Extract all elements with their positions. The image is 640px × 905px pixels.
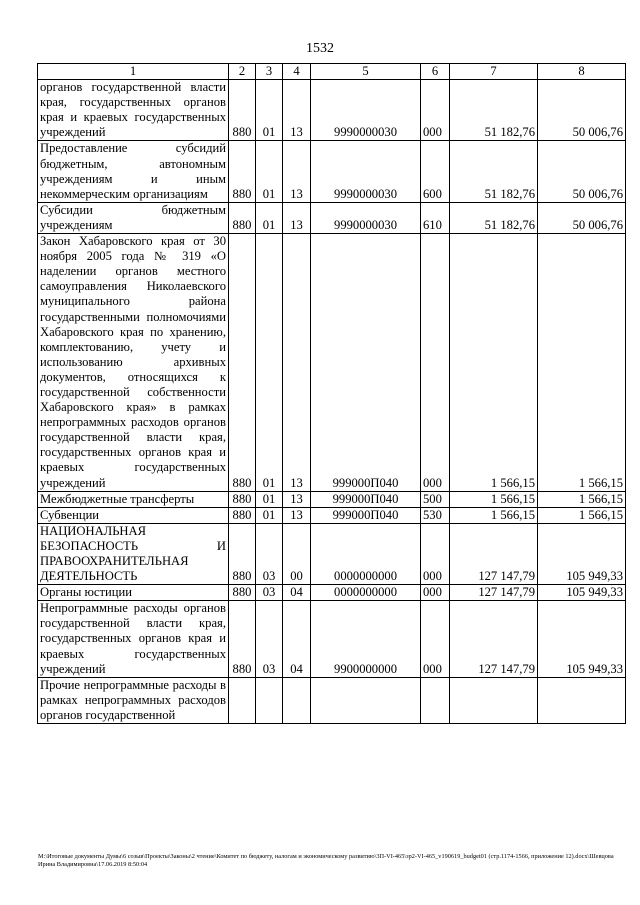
table-row [38, 491, 626, 507]
column-header: 4 [283, 64, 311, 80]
cell-c6: 000 [421, 234, 450, 492]
row-name: Непрограммные расходы органов государственной власти края, государственных органов края и краевых государственных учреждений [38, 601, 229, 677]
cell-c2: 880 [229, 507, 256, 523]
cell-c3: 01 [256, 80, 283, 141]
row-name: Закон Хабаровского края от 30 ноября 2005 года № 319 «О наделении органов местного самоуправления Николаевского муниципального района государственными полномочиями Хабаровского края по хранению, комплектованию, учету и использованию архивных документов, относящихся к государственной собственности Хабаровского края» в рамках непрограммных расходов органов государственной власти края, государственных органов края и краевых государственных учреждений [38, 234, 229, 492]
cell-c8: 105 949,33 [538, 523, 626, 584]
cell-c2: 880 [229, 491, 256, 507]
cell-c5: 0000000000 [311, 523, 421, 584]
row-name: Субсидии бюджетным учреждениям [38, 202, 229, 233]
cell-c2 [229, 677, 256, 723]
cell-c3: 03 [256, 585, 283, 601]
cell-c5: 9900000000 [311, 601, 421, 677]
cell-c2: 880 [229, 523, 256, 584]
cell-c4 [283, 677, 311, 723]
column-header: 2 [229, 64, 256, 80]
cell-c8: 50 006,76 [538, 141, 626, 202]
column-header: 1 [38, 64, 229, 80]
cell-c7: 51 182,76 [450, 202, 538, 233]
cell-c6: 530 [421, 507, 450, 523]
cell-c2: 880 [229, 601, 256, 677]
cell-c4: 13 [283, 507, 311, 523]
cell-c7: 127 147,79 [450, 523, 538, 584]
cell-c7: 127 147,79 [450, 601, 538, 677]
cell-c3: 03 [256, 523, 283, 584]
cell-c5: 9990000030 [311, 141, 421, 202]
table-row [38, 507, 626, 523]
cell-c8: 1 566,15 [538, 234, 626, 492]
cell-c6: 000 [421, 80, 450, 141]
cell-c6: 500 [421, 491, 450, 507]
header-row [38, 64, 626, 80]
cell-c6: 000 [421, 523, 450, 584]
cell-c7: 51 182,76 [450, 141, 538, 202]
column-header: 3 [256, 64, 283, 80]
cell-c7: 1 566,15 [450, 507, 538, 523]
cell-c7: 127 147,79 [450, 585, 538, 601]
cell-c4: 04 [283, 585, 311, 601]
cell-c3: 01 [256, 491, 283, 507]
cell-c3: 01 [256, 234, 283, 492]
cell-c6: 000 [421, 601, 450, 677]
row-name: Предоставление субсидий бюджетным, автономным учреждениям и иным некоммерческим организациям [38, 141, 229, 202]
table-row [38, 80, 626, 141]
row-name: Органы юстиции [38, 585, 229, 601]
cell-c7: 51 182,76 [450, 80, 538, 141]
row-name: НАЦИОНАЛЬНАЯ БЕЗОПАСНОСТЬ И ПРАВООХРАНИТЕЛЬНАЯ ДЕЯТЕЛЬНОСТЬ [38, 523, 229, 584]
cell-c3: 03 [256, 601, 283, 677]
cell-c5: 0000000000 [311, 585, 421, 601]
cell-c2: 880 [229, 80, 256, 141]
cell-c3: 01 [256, 507, 283, 523]
cell-c5: 9990000030 [311, 80, 421, 141]
row-name: Межбюджетные трансферты [38, 491, 229, 507]
cell-c8: 50 006,76 [538, 202, 626, 233]
cell-c2: 880 [229, 202, 256, 233]
column-header: 5 [311, 64, 421, 80]
page-number: 1532 [306, 41, 334, 56]
cell-c7 [450, 677, 538, 723]
cell-c4: 13 [283, 234, 311, 492]
cell-c4: 04 [283, 601, 311, 677]
cell-c8: 1 566,15 [538, 507, 626, 523]
cell-c3: 01 [256, 202, 283, 233]
budget-table [37, 63, 626, 724]
column-header: 8 [538, 64, 626, 80]
cell-c2: 880 [229, 585, 256, 601]
cell-c7: 1 566,15 [450, 234, 538, 492]
table-row [38, 523, 626, 584]
table-body [38, 80, 626, 724]
cell-c4: 00 [283, 523, 311, 584]
cell-c4: 13 [283, 80, 311, 141]
cell-c5: 9990000030 [311, 202, 421, 233]
table-row [38, 677, 626, 723]
cell-c4: 13 [283, 491, 311, 507]
cell-c6 [421, 677, 450, 723]
cell-c4: 13 [283, 141, 311, 202]
table-row [38, 202, 626, 233]
cell-c5: 999000П040 [311, 491, 421, 507]
cell-c8: 105 949,33 [538, 585, 626, 601]
cell-c6: 610 [421, 202, 450, 233]
cell-c6: 000 [421, 585, 450, 601]
cell-c3: 01 [256, 141, 283, 202]
cell-c8 [538, 677, 626, 723]
cell-c5: 999000П040 [311, 507, 421, 523]
cell-c8: 1 566,15 [538, 491, 626, 507]
cell-c8: 50 006,76 [538, 80, 626, 141]
document-path-footer: M:\Итоговые документы Думы\6 созыв\Проекты\Законы\2 чтение\Комитет по бюджету, налогам и экономическому развитию\3П-VI-465\зр2-VI-465_v190619_budget01 (стр.1174-1566, приложение 12).docx\Шевцова Ирина Владимировна\17.06.2019 8:50:04 [38, 853, 614, 868]
column-header: 6 [421, 64, 450, 80]
table-row [38, 141, 626, 202]
table-row [38, 585, 626, 601]
cell-c5: 999000П040 [311, 234, 421, 492]
column-header: 7 [450, 64, 538, 80]
cell-c2: 880 [229, 234, 256, 492]
cell-c6: 600 [421, 141, 450, 202]
row-name: органов государственной власти края, государственных органов края и краевых государственных учреждений [38, 80, 229, 141]
row-name: Прочие непрограммные расходы в рамках непрограммных расходов органов государственной [38, 677, 229, 723]
cell-c4: 13 [283, 202, 311, 233]
table-row [38, 234, 626, 492]
cell-c3 [256, 677, 283, 723]
row-name: Субвенции [38, 507, 229, 523]
table-row [38, 601, 626, 677]
cell-c5 [311, 677, 421, 723]
cell-c2: 880 [229, 141, 256, 202]
cell-c7: 1 566,15 [450, 491, 538, 507]
cell-c8: 105 949,33 [538, 601, 626, 677]
